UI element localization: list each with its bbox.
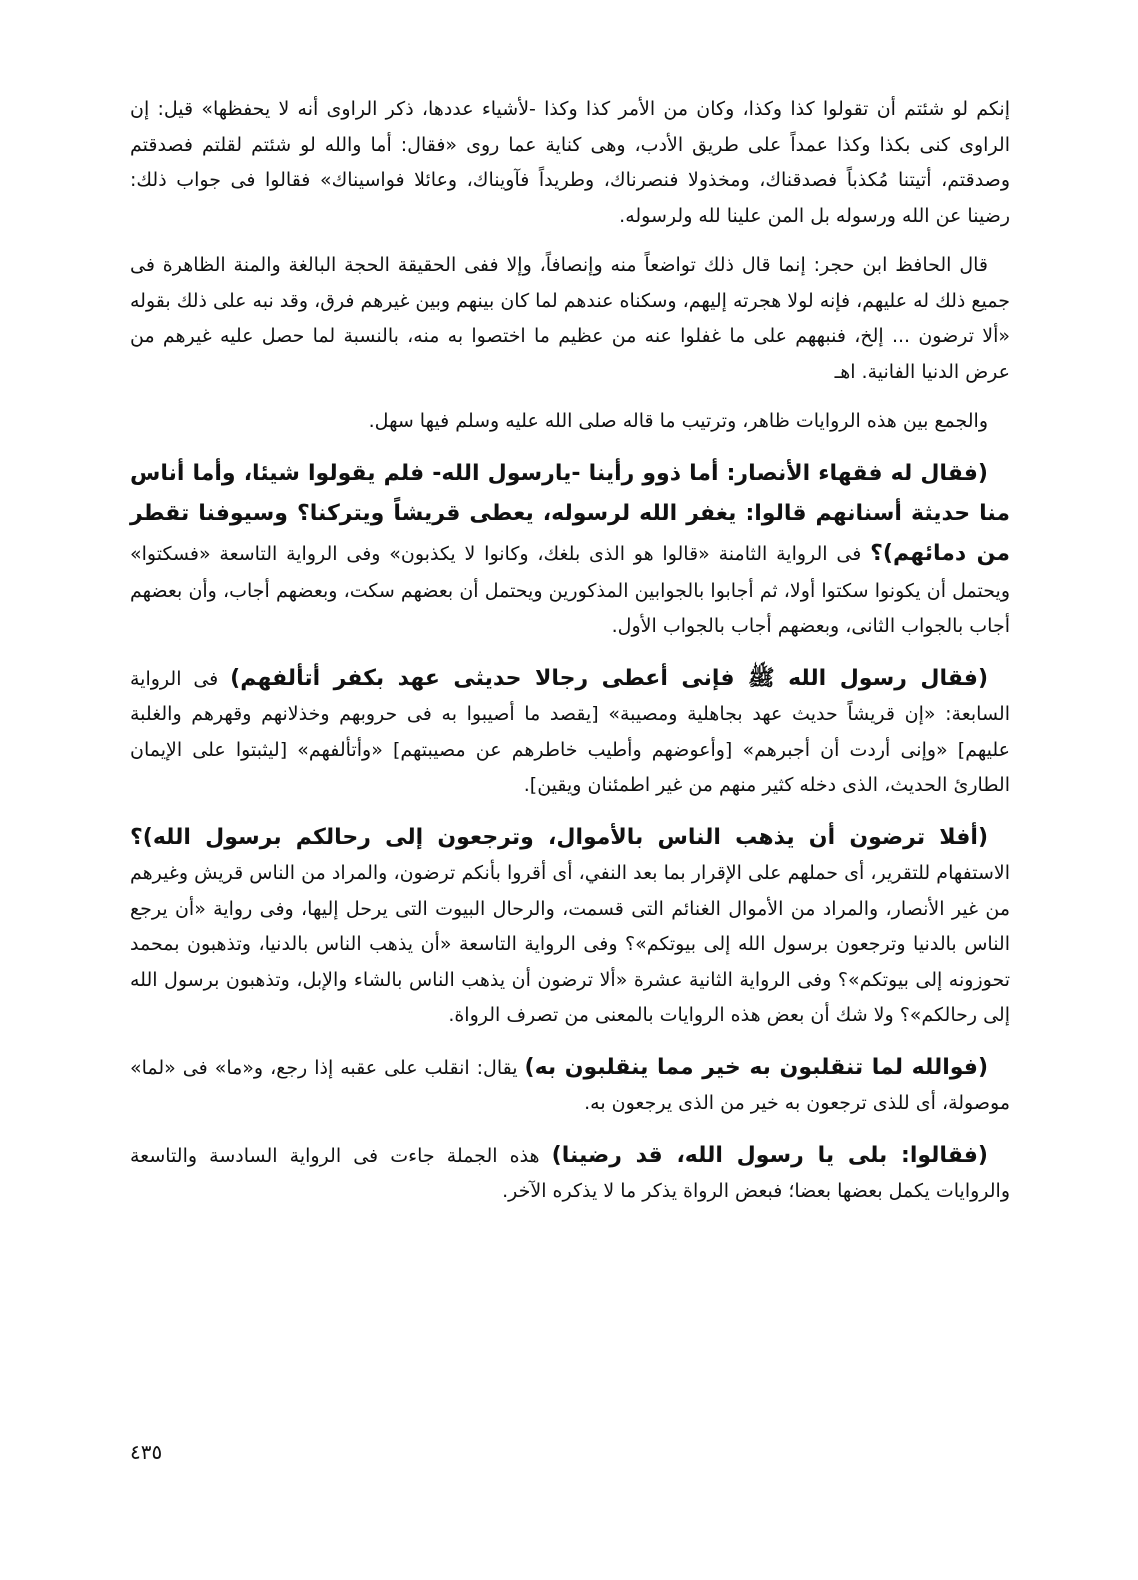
paragraph-text: هذه الجملة جاءت فى الرواية السادسة والتاسعة والروايات يكمل بعضها بعضا؛ فبعض الرواة يذكر ما لا يذكره الآخر. xyxy=(130,1144,1010,1202)
paragraph-text: فى الرواية السابعة: «إن قريشاً حديث عهد بجاهلية ومصيبة» [يقصد ما أصيبوا به فى حروبهم وخذلانهم وقهرهم والغلبة عليهم] «وإنى أردت أن أجبرهم» [وأعوضهم وأطيب خاطرهم عن مصيبتهم] «وأتألفهم» [ليثبتوا على الإيمان الطارئ الحديث، الذى دخله كثير منهم من غير اطمئنان ويقين]. xyxy=(130,667,1010,796)
paragraph-heading: (فوالله لما تنقلبون به خير مما ينقلبون به) xyxy=(524,1054,989,1080)
paragraph-1 xyxy=(130,92,1010,234)
paragraph-3 xyxy=(130,404,1010,440)
paragraph-text: قال الحافظ ابن حجر: إنما قال ذلك تواضعاً منه وإنصافاً، وإلا ففى الحقيقة الحجة البالغة والمنة الظاهرة فى جميع ذلك له عليهم، فإنه لولا هجرته إليهم، وسكناه عندهم لما كان بينهم وبين غيرهم فرق، وقد نبه على ذلك بقوله «ألا ترضون ... إلخ، فنبههم على ما غفلوا عنه من عظيم ما اختصوا به منه، بالنسبة لما حصل عليه غيرهم من عرض الدنيا الفانية. اهـ xyxy=(130,254,1010,383)
paragraph-4 xyxy=(130,454,1010,645)
paragraph-7 xyxy=(130,1050,1010,1122)
paragraph-text: والجمع بين هذه الروايات ظاهر، وترتيب ما قاله صلى الله عليه وسلم فيها سهل. xyxy=(368,410,988,432)
paragraph-text: يقال: انقلب على عقبه إذا رجع، و«ما» فى «لما» موصولة، أى للذى ترجعون به خير من الذى يرجعون به. xyxy=(130,1056,1010,1114)
paragraph-heading: (فقالوا: بلى يا رسول الله، قد رضينا) xyxy=(551,1142,988,1168)
paragraph-text: إنكم لو شئتم أن تقولوا كذا وكذا، وكان من الأمر كذا وكذا -لأشياء عددها، ذكر الراوى أنه لا يحفظها» قيل: إن الراوى كنى بكذا وكذا عمداً على طريق الأدب، وهى كناية عما روى «فقال: أما والله لو شئتم لقلتم فصدقتم وصدقتم، أتيتنا مُكذباً فصدقناك، ومخذولا فنصرناك، وطريداً فآويناك، وعائلا فواسيناك» فقالوا فى جواب ذلك: رضينا عن الله ورسوله بل المن علينا لله ولرسوله. xyxy=(130,98,1010,227)
paragraph-2 xyxy=(130,248,1010,390)
paragraph-5 xyxy=(130,661,1010,804)
paragraph-heading: (فقال له فقهاء الأنصار: أما ذوو رأينا -يارسول الله- فلم يقولوا شيئا، وأما أناس منا حديثة أسنانهم قالوا: يغفر الله لرسوله، يعطى قريشاً ويتركنا؟ وسيوفنا تقطر من دمائهم)؟ xyxy=(130,460,1010,566)
paragraph-6 xyxy=(130,820,1010,1034)
paragraph-heading: (فقال رسول الله ﷺ فإنى أعطى رجالا حديثى عهد بكفر أتألفهم) xyxy=(230,665,989,691)
paragraph-8 xyxy=(130,1138,1010,1210)
paragraph-text: الاستفهام للتقرير، أى حملهم على الإقرار بما بعد النفي، أى أقروا بأنكم ترضون، والمراد من الناس قريش وغيرهم من غير الأنصار، والمراد من الأموال الغنائم التى قسمت، والرحال البيوت التى يرحل إليها، وفى رواية «أن يرجع الناس بالدنيا وترجعون برسول الله إلى بيوتكم»؟ وفى الرواية التاسعة «أن يذهب الناس بالدنيا، وتذهبون بمحمد تحوزونه إلى بيوتكم»؟ وفى الرواية الثانية عشرة «ألا ترضون أن يذهب الناس بالشاء والإبل، وتذهبون برسول الله إلى رحالكم»؟ ولا شك أن بعض هذه الروايات بالمعنى من تصرف الرواة. xyxy=(130,862,1010,1026)
paragraph-text: فى الرواية الثامنة «قالوا هو الذى بلغك، وكانوا لا يكذبون» وفى الرواية التاسعة «فسكتوا» ويحتمل أن يكونوا سكتوا أولا، ثم أجابوا بالجوابين المذكورين ويحتمل أن بعضهم سكت، وبعضهم أجاب، وأن بعضهم أجاب بالجواب الثانى، وبعضهم أجاب بالجواب الأول. xyxy=(130,542,1010,637)
page-number: ٤٣٥ xyxy=(130,1440,163,1464)
paragraph-heading: (أفلا ترضون أن يذهب الناس بالأموال، وترجعون إلى رحالكم برسول الله)؟ xyxy=(130,824,988,850)
